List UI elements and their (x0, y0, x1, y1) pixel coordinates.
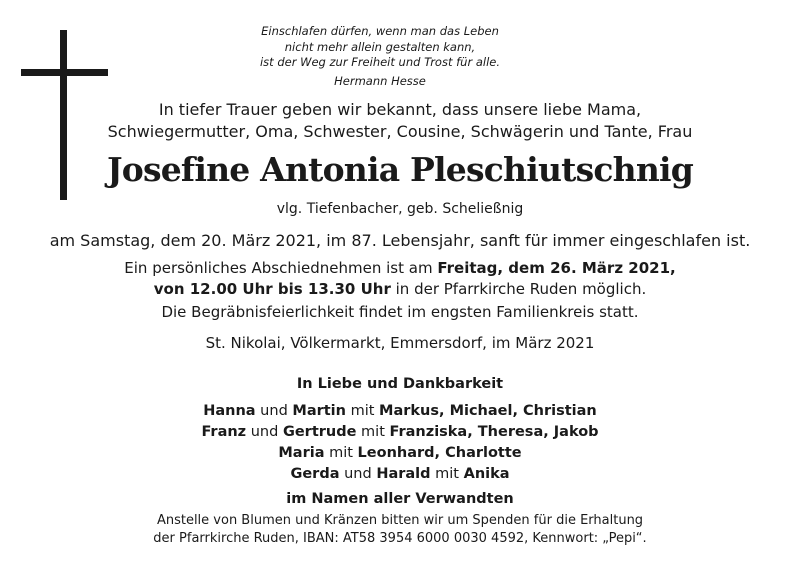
farewell-info (0, 258, 800, 300)
mourner-name: Hanna (203, 403, 256, 419)
farewell-text: Ein persönliches Abschiednehmen ist am (124, 259, 438, 277)
mourners-list (0, 374, 800, 510)
intro-line: In tiefer Trauer geben wir bekannt, dass unsere liebe Mama, (158, 100, 642, 119)
donation-line: der Pfarrkirche Ruden, IBAN: AT58 3954 6000 0030 4592, Kennwort: „Pepi“. (153, 531, 647, 546)
family-line (0, 401, 800, 422)
connector: und (246, 424, 283, 440)
quote-line: nicht mehr allein gestalten kann, (284, 39, 476, 54)
family-line (0, 422, 800, 443)
family-line (0, 464, 800, 485)
mourner-children: Markus, Michael, Christian (379, 403, 597, 419)
hesse-quote (220, 24, 540, 89)
mourner-name: Gerda (290, 466, 340, 482)
death-notice: am Samstag, dem 20. März 2021, im 87. Lebensjahr, sanft für immer eingeschlafen ist. (49, 231, 751, 250)
funeral-note: Die Begräbnisfeierlichkeit findet im engsten Familienkreis statt. (161, 303, 639, 321)
mourner-name: Maria (278, 445, 325, 461)
donation-request (0, 512, 800, 548)
connector: und (255, 403, 293, 419)
connector: mit (345, 403, 380, 419)
quote-author: Hermann Hesse (334, 73, 426, 88)
family-line (0, 443, 800, 464)
place-date: St. Nikolai, Völkermarkt, Emmersdorf, im März 2021 (205, 334, 595, 352)
farewell-line-1 (0, 258, 800, 279)
mourners-closing: im Namen aller Verwandten (286, 491, 514, 507)
mourners-heading: In Liebe und Dankbarkeit (296, 376, 504, 392)
deceased-alias: vlg. Tiefenbacher, geb. Scheließnig (276, 201, 524, 217)
quote-line: ist der Weg zur Freiheit und Trost für alle. (259, 55, 501, 69)
farewell-location: in der Pfarrkirche Ruden möglich. (390, 280, 647, 298)
mourner-children: Leonhard, Charlotte (357, 445, 522, 461)
deceased-name: Josefine Antonia Pleschiutschnig (106, 150, 694, 189)
farewell-date: Freitag, dem 26. März 2021, (437, 259, 676, 277)
mourner-name: Martin (292, 403, 346, 419)
mourner-name: Harald (376, 466, 431, 482)
intro-text (0, 99, 800, 143)
connector: und (339, 466, 377, 482)
intro-line: Schwiegermutter, Oma, Schwester, Cousine, Schwägerin und Tante, Frau (107, 122, 693, 141)
mourner-name: Franz (201, 424, 247, 440)
cross-horizontal-bar (21, 69, 108, 76)
quote-line: Einschlafen dürfen, wenn man das Leben (261, 24, 499, 38)
mourner-children: Anika (463, 466, 510, 482)
connector: mit (324, 445, 358, 461)
farewell-time: von 12.00 Uhr bis 13.30 Uhr (153, 280, 391, 298)
connector: mit (430, 466, 464, 482)
mourner-children: Franziska, Theresa, Jakob (389, 424, 599, 440)
mourner-name: Gertrude (282, 424, 357, 440)
donation-line: Anstelle von Blumen und Kränzen bitten wir um Spenden für die Erhaltung (156, 513, 644, 528)
farewell-line-2 (0, 279, 800, 300)
connector: mit (356, 424, 390, 440)
